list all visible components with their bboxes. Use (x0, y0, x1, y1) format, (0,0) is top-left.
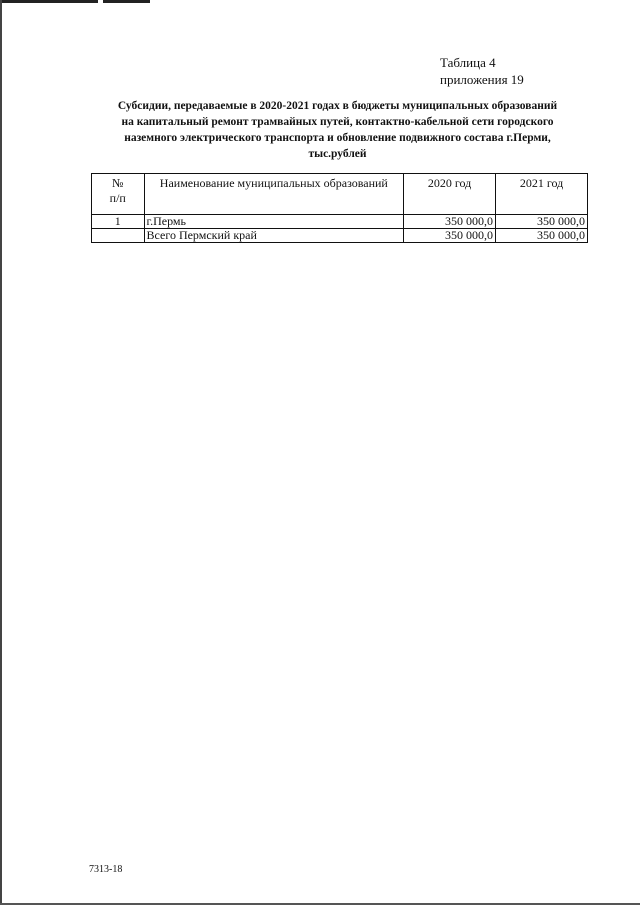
cell-amount-2021: 350 000,0 (496, 215, 588, 229)
title-line: наземного электрического транспорта и обновление подвижного состава г.Перми, (124, 132, 551, 144)
cell-amount-2020: 350 000,0 (404, 229, 496, 243)
header-year-2021: 2021 год (496, 174, 588, 215)
subsidies-table (91, 173, 588, 243)
cell-amount-2020: 350 000,0 (404, 215, 496, 229)
title-line: Субсидии, передаваемые в 2020-2021 годах в бюджеты муниципальных образований (117, 100, 558, 112)
table-number: Таблица 4 (440, 55, 496, 70)
header-municipality: Наименование муниципальных образований (144, 174, 404, 215)
appendix-reference: приложения 19 (440, 72, 524, 87)
cell-municipality: Всего Пермский край (144, 229, 404, 243)
table-total-row (92, 229, 588, 243)
title-line: на капитальный ремонт трамвайных путей, контактно-кабельной сети городского (121, 116, 554, 128)
header-year-2020: 2020 год (404, 174, 496, 215)
document-code: 7313-18 (89, 864, 123, 875)
header-number (92, 174, 145, 215)
title-line: тыс.рублей (308, 148, 367, 160)
cell-number (92, 229, 145, 243)
header-number-sign: № (112, 176, 124, 190)
cell-amount-2021: 350 000,0 (496, 229, 588, 243)
table-header-row (92, 174, 588, 215)
header-number-label: п/п (109, 191, 126, 205)
scan-edge-top (0, 0, 640, 4)
scan-mark (0, 0, 98, 3)
document-title (95, 98, 580, 162)
cell-number: 1 (92, 215, 145, 229)
scan-mark (103, 0, 150, 3)
table-reference (440, 54, 524, 88)
scan-edge-left (0, 0, 2, 905)
table-row (92, 215, 588, 229)
cell-municipality: г.Пермь (144, 215, 404, 229)
